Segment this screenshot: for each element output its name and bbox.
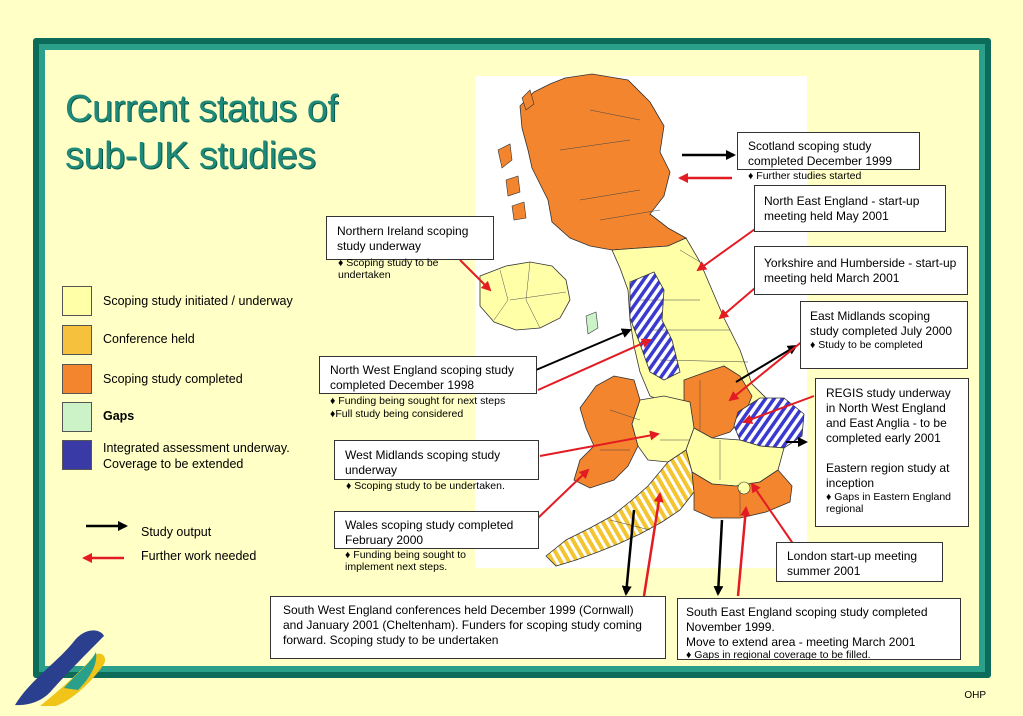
arrow-wales-further <box>538 470 588 518</box>
region-wales <box>574 376 640 488</box>
callout-regis-text: REGIS study underway in North West England and East Anglia - to be completed early 2001 <box>826 386 951 445</box>
callout-london-text: London start-up meeting summer 2001 <box>787 549 918 578</box>
title-line-1: Current status of <box>65 88 338 130</box>
callout-yorkshire <box>754 246 968 295</box>
note-regis: ♦ Gaps in Eastern England regional <box>826 491 952 515</box>
note-north-west-2: ♦Full study being considered <box>330 408 464 420</box>
callout-east-midlands <box>800 301 968 369</box>
callout-east-midlands-text: East Midlands scoping study completed July 2000 <box>810 309 953 338</box>
note-east-midlands: ♦ Study to be completed <box>810 339 923 351</box>
callout-south-east <box>677 598 961 660</box>
callout-london <box>776 542 943 582</box>
legend-label-conference: Conference held <box>103 332 195 346</box>
callout-wales-text: Wales scoping study completed February 2000 <box>345 518 514 547</box>
callout-yorkshire-text: Yorkshire and Humberside - start-up meeting held March 2001 <box>764 256 957 285</box>
callout-south-west <box>270 596 666 659</box>
callout-scotland-text: Scotland scoping study completed December 1999 <box>748 139 893 168</box>
callout-northern-ireland <box>326 216 494 260</box>
note-northern-ireland: ♦ Scoping study to be undertaken <box>338 257 439 281</box>
title-line-2: sub-UK studies <box>65 135 316 177</box>
callout-north-west <box>319 356 537 394</box>
callout-south-west-text: South West England conferences held December 1999 (Cornwall) and January 2001 (Cheltenham). Funders for scoping study coming forward. Scoping study to be undertaken <box>283 603 642 647</box>
arrow-south-east-output <box>718 520 722 594</box>
legend-label-completed: Scoping study completed <box>103 372 243 386</box>
arrow-north-west-output <box>536 330 630 370</box>
legend-label-integrated: Integrated assessment underway. Coverage to be extended <box>103 441 290 471</box>
region-northern-ireland <box>480 262 570 330</box>
callout-north-west-text: North West England scoping study completed December 1998 <box>330 363 514 392</box>
legend-label-initiated: Scoping study initiated / underway <box>103 294 293 308</box>
callout-north-east-text: North East England - start-up meeting held May 2001 <box>764 194 920 223</box>
callout-south-east-text: South East England scoping study completed November 1999. <box>686 605 928 634</box>
callout-west-midlands <box>334 440 539 480</box>
legend-label-gaps: Gaps <box>103 409 135 423</box>
callout-south-east-text2: Move to extend area - meeting March 2001 <box>686 635 916 649</box>
callout-scotland <box>737 132 920 170</box>
callout-north-east <box>754 185 946 232</box>
callout-regis <box>815 378 969 527</box>
note-north-west-1: ♦ Funding being sought for next steps <box>330 395 506 407</box>
note-wales: ♦ Funding being sought to implement next steps. <box>345 549 466 573</box>
arrow-north-east-further <box>698 224 762 270</box>
note-south-east: ♦ Gaps in regional coverage to be filled. <box>686 649 871 660</box>
callout-northern-ireland-text: Northern Ireland scoping study underway <box>337 224 469 253</box>
logo <box>15 630 105 706</box>
arrow-south-east-further <box>738 508 746 596</box>
callout-west-midlands-text: West Midlands scoping study underway <box>345 448 501 477</box>
legend-study-output-label: Study output <box>141 525 212 539</box>
note-scotland: ♦ Further studies started <box>748 170 862 182</box>
callout-regis-text2: Eastern region study at inception <box>826 461 950 490</box>
note-west-midlands: ♦ Scoping study to be undertaken. <box>346 480 505 492</box>
callout-wales <box>334 511 539 549</box>
region-scotland <box>520 74 686 250</box>
legend-further-work-label: Further work needed <box>141 549 257 563</box>
footer-ohp: OHP <box>964 690 986 701</box>
isle-of-man <box>586 312 598 334</box>
